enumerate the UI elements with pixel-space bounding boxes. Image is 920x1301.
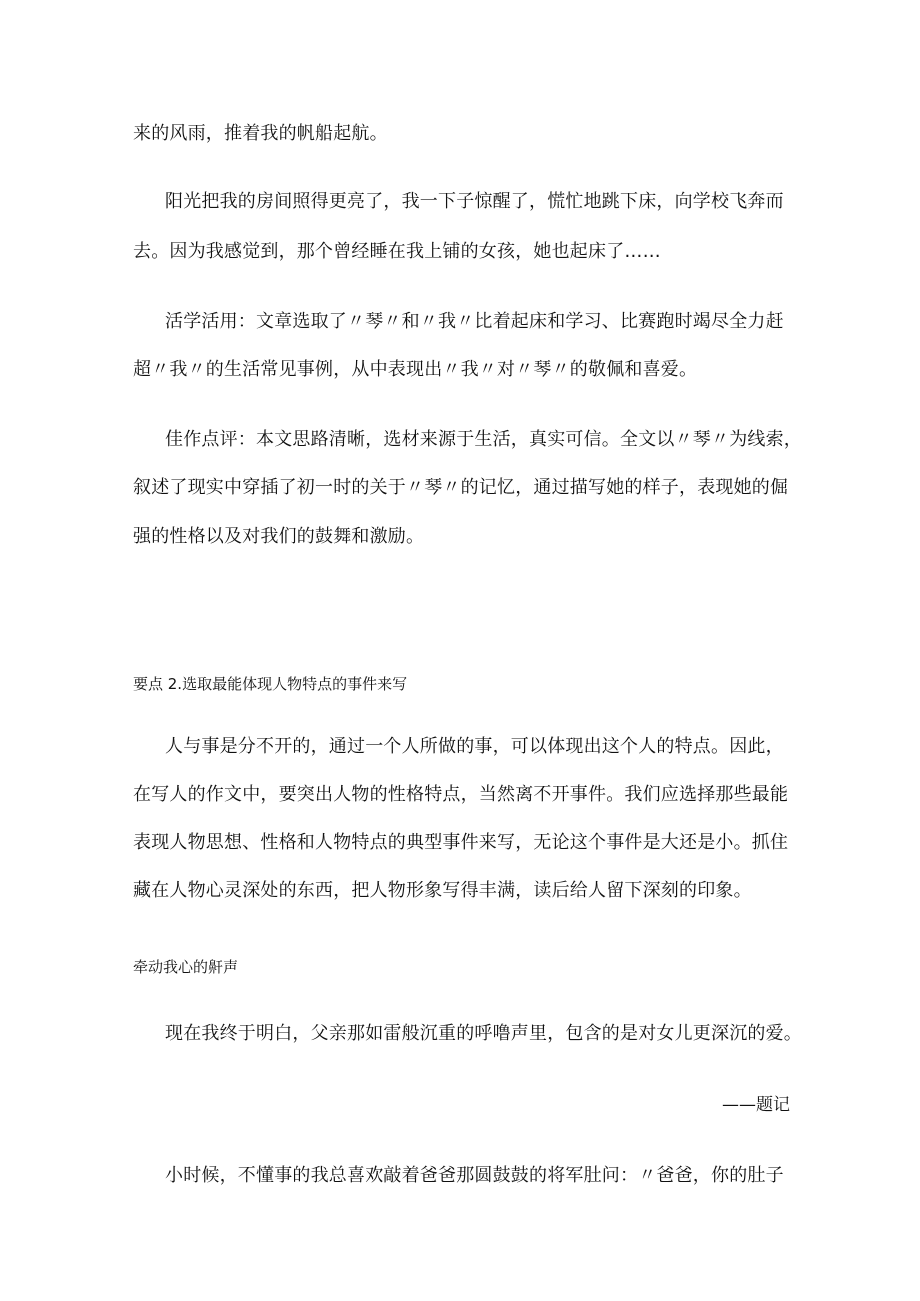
- paragraph-line: 阳光把我的房间照得更亮了，我一下子惊醒了，慌忙地跳下床，向学校飞奔而: [165, 191, 784, 212]
- paragraph-line: 小时候，不懂事的我总喜欢敲着爸爸那圆鼓鼓的将军肚问：〃爸爸，你的肚子: [165, 1165, 784, 1186]
- paragraph-line: 强的性格以及对我们的鼓舞和激励。: [133, 526, 425, 547]
- paragraph-line: 来的风雨，推着我的帆船起航。: [133, 123, 388, 144]
- paragraph-line: 叙述了现实中穿插了初一时的关于〃琴〃的记忆，通过描写她的样子，表现她的倔: [133, 477, 789, 498]
- paragraph-line: 人与事是分不开的，通过一个人所做的事，可以体现出这个人的特点。因此，: [165, 736, 784, 757]
- paragraph-line: 去。因为我感觉到，那个曾经睡在我上铺的女孩，她也起床了……: [133, 241, 661, 262]
- paragraph-line: 佳作点评：本文思路清晰，选材来源于生活，真实可信。全文以〃琴〃为线索，: [165, 429, 802, 450]
- epigraph-signature: ——题记: [722, 1095, 790, 1115]
- essay-title: 牵动我心的鼾声: [133, 958, 239, 976]
- section-heading: 要点 2.选取最能体现人物特点的事件来写: [133, 675, 408, 693]
- paragraph-line: 超〃我〃的生活常见事例，从中表现出〃我〃对〃琴〃的敬佩和喜爱。: [133, 359, 698, 380]
- paragraph-line: 在写人的作文中，要突出人物的性格特点，当然离不开事件。我们应选择那些最能: [133, 784, 789, 805]
- paragraph-line: 活学活用：文章选取了〃琴〃和〃我〃比着起床和学习、比赛跑时竭尽全力赶: [165, 311, 784, 332]
- paragraph-line: 表现人物思想、性格和人物特点的典型事件来写，无论这个事件是大还是小。抓住: [133, 832, 789, 853]
- paragraph-line: 藏在人物心灵深处的东西，把人物形象写得丰满，读后给人留下深刻的印象。: [133, 880, 752, 901]
- paragraph-line: 现在我终于明白，父亲那如雷般沉重的呼噜声里，包含的是对女儿更深沉的爱。: [165, 1023, 802, 1044]
